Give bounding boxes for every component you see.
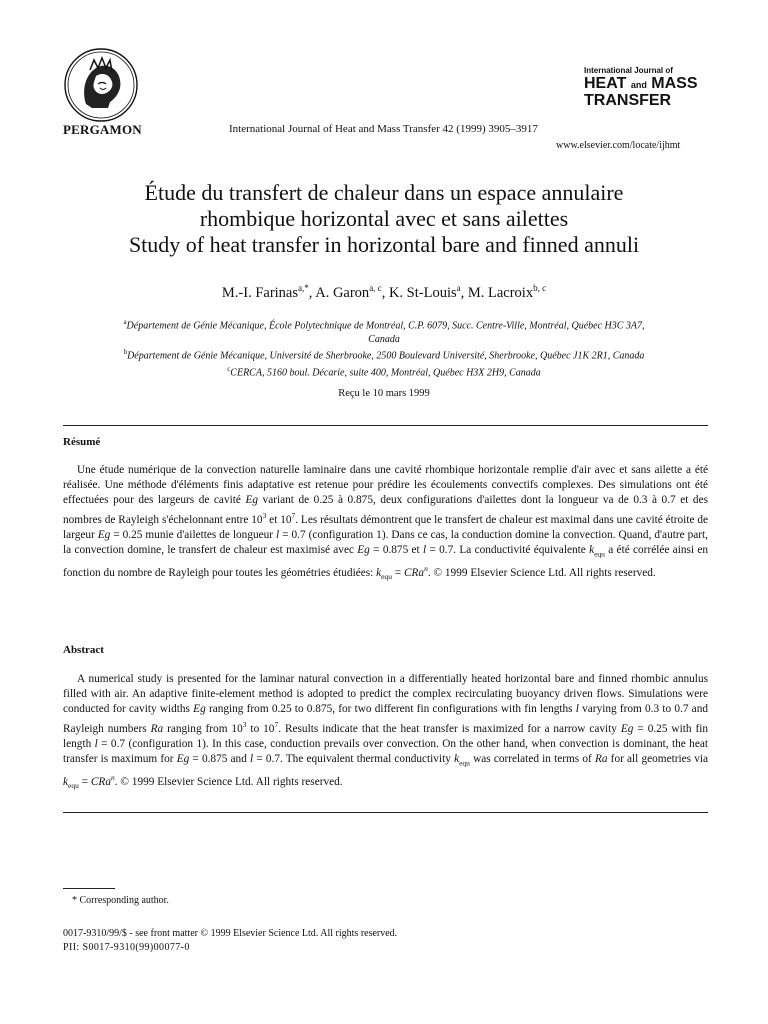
resume-heading: Résumé (63, 436, 101, 448)
journal-url[interactable]: www.elsevier.com/locate/ijhmt (556, 140, 681, 151)
journal-logo-transfer: TRANSFER (584, 92, 672, 109)
journal-logo-heat: HEAT (584, 75, 627, 92)
title-english: Study of heat transfer in horizontal bare and finned annuli (128, 232, 640, 257)
journal-logo-line2 (584, 76, 714, 93)
author-name: A. Garon (315, 284, 370, 301)
resume-text: Une étude numérique de la convection naturelle laminaire dans une cavité rhombique horizontale remplie d'air avec et sans ailette a été réalisée. Une méthode d'éléments finis adaptative est retenue pour prédire les écoulements convectifs complexes. Des simulations ont été effectuées pour des largeurs de cavité Eg variant de 0.25 à 0.875, deux configurations d'ailettes dont la longueur va de 0.3 à 0.7 et des nombres de Rayleigh s'échelonnant entre $10^3$ et $10^7$. Les résultats démontrent que le transfert de chaleur est maximal dans une cavité étroite de largeur Eg = 0.25 munie d'ailettes de longueur l = 0.7 (configuration 1). Dans ce cas, la conduction domine la convection. Quand, d'autre part, la convection domine, le transfert de chaleur est maximisé avec Eg = 0.875 et l = 0.7. La conductivité équivalente $k_{equ}$ a été corrélée ainsi en fonction du nombre de Rayleigh pour toutes les géométries étudiées: $k_{equ} = CRa^n$. © 1999 Elsevier Science Ltd. All rights reserved. (63, 464, 709, 582)
affiliation-b (60, 346, 708, 363)
journal-citation: International Journal of Heat and Mass Transfer 42 (1999) 3905–3917 (229, 123, 538, 135)
abstract-text: A numerical study is presented for the laminar natural convection in a differentially heated horizontal bare and finned rhombic annulus filled with air. An adaptive finite-element method is adopted to predict the complex recirculating buoyancy driven flows. Simulations were conducted for cavity widths Eg ranging from 0.25 to 0.875, for two different fin configurations with fin lengths l varying from 0.3 to 0.7 and Rayleigh numbers Ra ranging from $10^3$ to $10^7$. Results indicate that the heat transfer is maximized for a narrow cavity Eg = 0.25 with fin length l = 0.7 (configuration 1). In this case, conduction prevails over convection. On the other hand, when convection is dominant, the heat transfer is maximum for Eg = 0.875 and l = 0.7. The equivalent thermal conductivity $k_{equ}$ was correlated in terms of Ra for all geometries via $k_{equ} = CRa^n$. © 1999 Elsevier Science Ltd. All rights reserved. (63, 673, 709, 791)
author-name: K. St-Louis (388, 284, 457, 301)
affiliation-text: CERCA, 5160 boul. Décarie, suite 400, Montréal, Québec H3X 2H9, Canada (230, 367, 541, 379)
received-date: Reçu le 10 mars 1999 (338, 388, 430, 399)
title-french-line2: rhombique horizontal avec et sans ailettes (199, 206, 569, 231)
author-affiliation-mark: a (456, 283, 461, 293)
abstract-heading: Abstract (63, 644, 104, 656)
author-name: M.-I. Farinas (221, 284, 299, 301)
divider (63, 425, 708, 426)
journal-logo-and: and (630, 80, 647, 90)
affiliation-a-country: Canada (368, 333, 400, 345)
title-french-line1: Étude du transfert de chaleur dans un espace annulaire (144, 180, 624, 205)
affiliations (60, 316, 708, 380)
divider (63, 812, 708, 813)
journal-logo (584, 66, 714, 109)
author-name: M. Lacroix (467, 284, 534, 301)
affiliation-c (60, 363, 708, 380)
footnote-rule (63, 888, 115, 889)
publisher-logo (62, 46, 140, 124)
affiliation-mark: b (123, 348, 128, 357)
corresponding-author-note: * Corresponding author. (72, 895, 169, 906)
affiliation-text: Département de Génie Mécanique, Université de Sherbrooke, 2500 Boulevard Université, Sherbrooke, Québec J1K 2R1, Canada (127, 350, 645, 362)
paper-title (0, 180, 768, 258)
author-affiliation-mark: b, c (533, 283, 547, 293)
author-affiliation-mark: a,* (298, 283, 309, 293)
pii-line: PII: S0017-9310(99)00077-0 (63, 942, 190, 953)
affiliation-mark: c (227, 365, 231, 374)
affiliation-text: Département de Génie Mécanique, École Polytechnique de Montréal, C.P. 6079, Succ. Centre-Ville, Montréal, Québec H3C 3A7, (126, 320, 645, 332)
affiliation-a (60, 316, 708, 333)
author-list: M.-I. Farinas$^{a,*}$, A. Garon$^{a, c}$, K. St-Louis$^a$, M. Lacroix$^{b, c}$ (221, 283, 547, 301)
author-affiliation-mark: a, c (369, 283, 382, 293)
issn-line: 0017-9310/99/$ - see front matter © 1999 Elsevier Science Ltd. All rights reserved. (63, 928, 398, 939)
affiliation-mark: a (123, 318, 127, 326)
publisher-name: PERGAMON (63, 122, 142, 137)
journal-logo-mass: MASS (651, 75, 698, 92)
journal-logo-line1: International Journal of (584, 66, 673, 75)
